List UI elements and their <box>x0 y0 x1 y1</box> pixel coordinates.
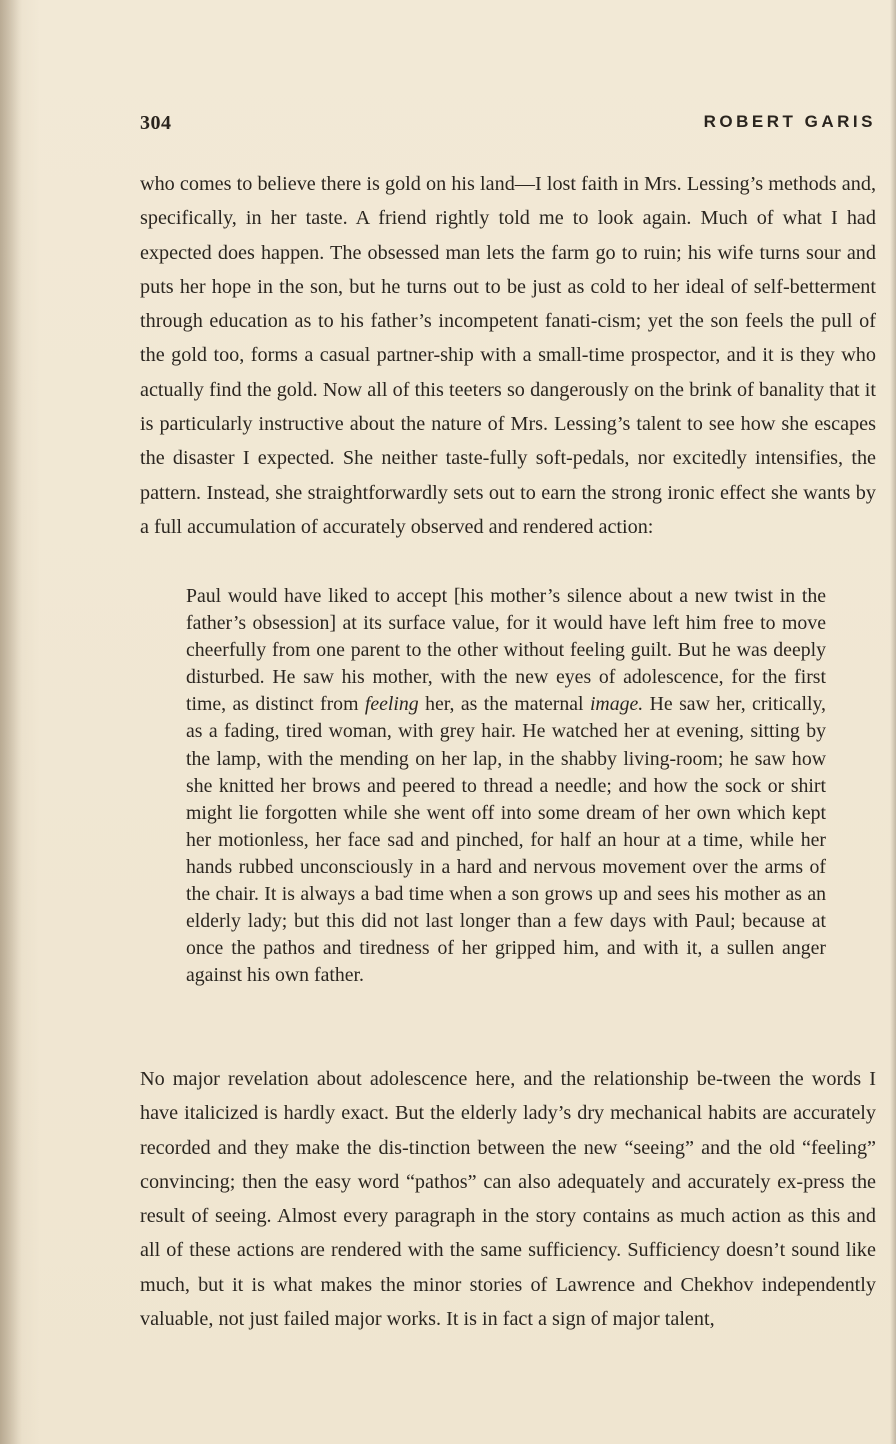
running-head: ROBERT GARIS <box>703 112 876 131</box>
page-edge <box>890 0 896 1444</box>
paragraph-text: No major revelation about adolescence here, and the relationship be-tween the words I have italicized is hardly exact. But the elderly lady’s dry mechanical habits are accurately recorded and they make the dis-tinction between the new “seeing” and the old “feeling” convincing; then the easy word “pathos” can also adequately and accurately ex-press the result of seeing. Almost every paragraph in the story contains as much action as this and all of these actions are rendered with the same sufficiency. Sufficiency doesn’t sound like much, but it is what makes the minor stories of Lawrence and Chekhov independently valuable, not just failed major works. It is in fact a sign of major talent, <box>140 1068 876 1331</box>
quote-italic-image: image. <box>589 693 644 716</box>
quote-text-2: her, as the maternal <box>418 693 590 716</box>
body-paragraph-1 <box>140 167 876 544</box>
quote-paragraph <box>186 583 826 989</box>
spine-shadow <box>0 0 22 1444</box>
quote-text-3: He saw her, critically, as a fading, tired woman, with grey hair. He watched her at evening, sitting by the lamp, with the mending on her lap, in the shabby living-room; he saw how she knitted her brows and peered to thread a needle; and how the sock or shirt might lie forgotten while she went off into some dream of her own which kept her motionless, her face sad and pinched, for half an hour at a time, while her hands rubbed unconsciously in a hard and nervous movement over the arms of the chair. It is always a bad time when a son grows up and sees his mother as an elderly lady; but this did not last longer than a few days with Paul; because at once the pathos and tiredness of her gripped him, and with it, a sullen anger against his own father. <box>186 693 827 987</box>
block-quote <box>186 583 826 989</box>
quote-italic-feeling: feeling <box>364 693 419 716</box>
paragraph-text: who comes to believe there is gold on his land—I lost faith in Mrs. Lessing’s methods and, specifically, in her taste. A friend rightly told me to look again. Much of what I had expected does happen. The obsessed man lets the farm go to ruin; his wife turns sour and puts her hope in the son, but he turns out to be just as cold to her ideal of self-betterment through education as to his father’s incompetent fanati-cism; yet the son feels the pull of the gold too, forms a casual partner-ship with a small-time prospector, and it is they who actually find the gold. Now all of this teeters so dangerously on the brink of banality that it is particularly instructive about the nature of Mrs. Lessing’s talent to see how she escapes the disaster I expected. She neither taste-fully soft-pedals, nor excitedly intensifies, the pattern. Instead, she straightforwardly sets out to earn the strong ironic effect she wants by a full accumulation of accurately observed and rendered action: <box>140 173 876 538</box>
body-paragraph-2 <box>140 1062 876 1336</box>
quote-text-1: Paul would have liked to accept [his mother’s silence about a new twist in the father’s obsession] at its surface value, for it would have left him free to move cheerfully from one parent to the other without feeling guilt. But he was deeply disturbed. He saw his mother, with the new eyes of adolescence, for the first time, as distinct from <box>186 585 826 716</box>
page-header <box>140 112 876 142</box>
page-number: 304 <box>140 112 172 134</box>
